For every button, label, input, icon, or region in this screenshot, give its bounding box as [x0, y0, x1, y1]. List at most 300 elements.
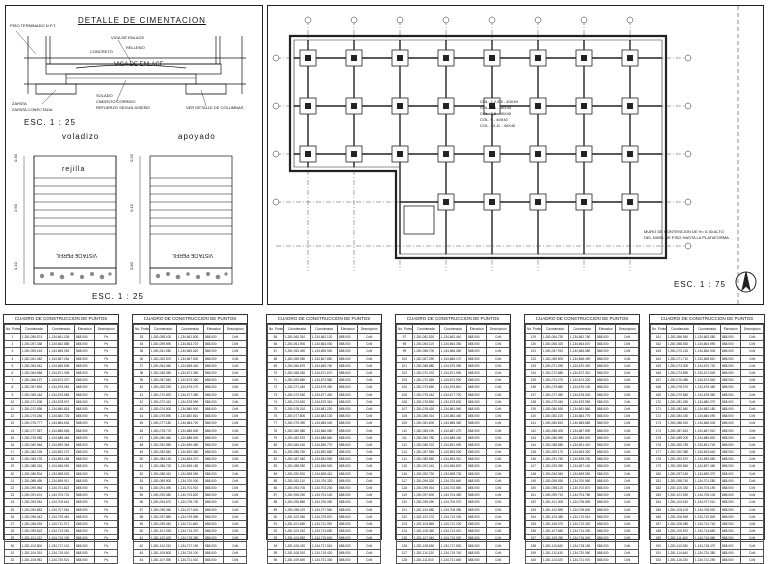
table-cell: 129	[526, 334, 542, 341]
table-cell: 14	[5, 427, 21, 434]
table-cell: 888.000	[467, 384, 487, 391]
table-cell: CxN	[358, 492, 381, 499]
table-cell: 1,281,097.150	[666, 470, 693, 477]
table-cell: 888.000	[721, 420, 741, 427]
table-cell: 888.000	[721, 441, 741, 448]
table-cell: Ps	[95, 377, 118, 384]
table-row	[651, 355, 764, 362]
table-row	[526, 398, 639, 405]
table-row	[268, 499, 381, 506]
table-row	[651, 484, 764, 491]
table-cell: 54	[134, 484, 150, 491]
table-cell: 888.000	[596, 470, 616, 477]
table-cell: 888.000	[596, 449, 616, 456]
table-cell: CxN	[487, 484, 510, 491]
table-cell: 888.000	[721, 384, 741, 391]
points-table	[649, 314, 765, 562]
table-cell: 1,134,671.670	[310, 369, 337, 376]
table-cell: 1,134,676.130	[568, 384, 595, 391]
table-cell: CxN	[358, 348, 381, 355]
table-cell: 888.000	[338, 499, 358, 506]
table-cell: 3	[5, 348, 21, 355]
table-cell: 91	[268, 520, 284, 527]
table-cell: 134	[526, 369, 542, 376]
table-cell: 888.000	[338, 377, 358, 384]
table-cell: 888.000	[596, 341, 616, 348]
table-cell: CxN	[487, 499, 510, 506]
table-cell: Ps	[95, 535, 118, 542]
table-cell: 121	[397, 506, 413, 513]
table-cell: 115	[397, 463, 413, 470]
table-cell: 1,134,662.120	[310, 334, 337, 341]
table-cell: CxN	[358, 434, 381, 441]
table-cell: 86	[268, 484, 284, 491]
table-header-cell: Descripcion	[95, 325, 118, 334]
table-cell: CxN	[358, 470, 381, 477]
table-cell: 1,281,085.750	[283, 449, 310, 456]
table-row	[526, 477, 639, 484]
table-row	[268, 334, 381, 341]
table-cell: 1,281,066.050	[149, 369, 176, 376]
sections-scale: ESC. 1 : 25	[92, 292, 144, 301]
table-cell: 183	[651, 492, 667, 499]
table-cell: CxN	[741, 492, 764, 499]
table-cell: 1,281,082.135	[20, 449, 47, 456]
table-cell: CxN	[487, 556, 510, 563]
table-cell: 888.000	[338, 398, 358, 405]
table-cell: 1,281,111.810	[412, 556, 439, 563]
table-cell: 155	[526, 520, 542, 527]
table-cell: 1,134,689.500	[568, 434, 595, 441]
table-row	[5, 434, 118, 441]
table-cell: 147	[526, 463, 542, 470]
table-cell: 165	[651, 362, 667, 369]
table-cell: CxN	[487, 369, 510, 376]
table-cell: 130	[526, 341, 542, 348]
table-cell: CxN	[358, 405, 381, 412]
table-cell: 1,134,673.900	[439, 377, 466, 384]
table-cell: 174	[651, 427, 667, 434]
apoyado-title: apoyado	[178, 132, 216, 141]
table-row	[134, 470, 247, 477]
table-cell: 96	[268, 556, 284, 563]
table-cell: Ps	[95, 449, 118, 456]
table-cell: 1,134,677.400	[310, 391, 337, 398]
table-cell: 52	[134, 470, 150, 477]
table-cell: 1,134,711.460	[176, 520, 203, 527]
table-cell: 888.000	[721, 355, 741, 362]
table-cell: CxN	[616, 499, 639, 506]
table-cell: CxN	[224, 492, 247, 499]
table-cell: 888.000	[467, 556, 487, 563]
table-cell: CxN	[616, 348, 639, 355]
table-cell: 1,281,102.620	[149, 535, 176, 542]
voladizo-title: voladizo	[62, 132, 100, 141]
table-cell: 888.000	[75, 434, 95, 441]
table-cell: CxN	[616, 362, 639, 369]
table-cell: 42	[134, 398, 150, 405]
table-cell: 1,281,066.137	[20, 377, 47, 384]
table-cell: CxN	[358, 341, 381, 348]
table-row	[134, 341, 247, 348]
table-row	[526, 513, 639, 520]
table-cell: 142	[526, 427, 542, 434]
table-cell: 119	[397, 492, 413, 499]
table-cell: 888.000	[721, 477, 741, 484]
table-cell: 1,134,681.540	[439, 405, 466, 412]
table-cell: 888.000	[596, 513, 616, 520]
table-cell: 98	[397, 341, 413, 348]
table-cell: 888.000	[596, 520, 616, 527]
table-cell: 75	[268, 405, 284, 412]
table-cell: 13	[5, 420, 21, 427]
table-cell: CxN	[616, 484, 639, 491]
table-row	[397, 377, 510, 384]
table-cell: 1,134,701.280	[693, 477, 720, 484]
table-cell: 1,281,099.623	[20, 528, 47, 535]
table-cell: 888.000	[596, 499, 616, 506]
table-cell: 1,134,720.921	[47, 556, 74, 563]
table-cell: CxN	[358, 556, 381, 563]
table-cell: 1,134,670.080	[439, 362, 466, 369]
table-cell: 57	[134, 506, 150, 513]
table-cell: 888.000	[338, 384, 358, 391]
table-row	[397, 456, 510, 463]
table-cell: 33	[134, 334, 150, 341]
points-table-title: CUADRO DE CONSTRUCCION DE PUNTOS	[267, 315, 381, 324]
table-cell: 1,134,667.530	[176, 355, 203, 362]
table-row	[134, 556, 247, 563]
table-cell: 888.000	[204, 334, 224, 341]
table-cell: 152	[526, 499, 542, 506]
table-cell: 1,281,094.853	[20, 506, 47, 513]
table-cell: 1,281,091.760	[541, 456, 568, 463]
table-cell: 888.000	[204, 434, 224, 441]
table-row	[134, 499, 247, 506]
dim-d4: 0.25	[128, 154, 134, 162]
table-row	[134, 334, 247, 341]
table-cell: CxN	[741, 513, 764, 520]
table-cell: 122	[397, 513, 413, 520]
table-row	[268, 427, 381, 434]
table-cell: 1,134,677.080	[176, 391, 203, 398]
table-cell: CxN	[358, 441, 381, 448]
table-cell: 156	[526, 528, 542, 535]
table-cell: CxN	[487, 341, 510, 348]
table-cell: CxN	[358, 369, 381, 376]
table-cell: 1,281,068.260	[283, 369, 310, 376]
table-cell: 1,134,678.040	[568, 391, 595, 398]
table-row	[526, 362, 639, 369]
table-cell: CxN	[224, 520, 247, 527]
table-cell: 67	[268, 348, 284, 355]
table-cell: 1,134,720.060	[568, 549, 595, 556]
table-row	[651, 377, 764, 384]
table-cell: 1,134,666.260	[439, 348, 466, 355]
table-cell: 1,134,675.490	[310, 384, 337, 391]
table-cell: 888.000	[75, 334, 95, 341]
table-cell: CxN	[741, 362, 764, 369]
table-cell: 80	[268, 441, 284, 448]
table-cell: 63	[134, 549, 150, 556]
table-cell: CxN	[358, 477, 381, 484]
table-cell: Ps	[95, 456, 118, 463]
table-cell: CxN	[487, 463, 510, 470]
table-row	[397, 341, 510, 348]
table-cell: 1,134,703.820	[176, 492, 203, 499]
table-cell: 20	[5, 470, 21, 477]
table-row	[5, 413, 118, 420]
table-cell: 1,281,079.040	[541, 398, 568, 405]
table-cell: 1,281,087.960	[412, 449, 439, 456]
points-table-title: CUADRO DE CONSTRUCCION DE PUNTOS	[4, 315, 118, 324]
table-cell: 1,281,086.990	[541, 434, 568, 441]
table-cell: 888.000	[75, 362, 95, 369]
table-cell: 1,134,686.545	[47, 427, 74, 434]
table-cell: CxN	[741, 355, 764, 362]
table-cell: 1,134,711.780	[310, 520, 337, 527]
table-cell: 1,281,079.390	[283, 420, 310, 427]
legend-line: COL. 4,6 - 40X40	[480, 105, 512, 110]
table-cell: 1,281,066.320	[541, 341, 568, 348]
table-cell: CxN	[741, 341, 764, 348]
table-row	[5, 348, 118, 355]
table-cell: 1,281,070.820	[149, 391, 176, 398]
table-cell: 158	[526, 542, 542, 549]
table-cell: 1,281,101.650	[283, 520, 310, 527]
table-cell: 1,281,090.520	[283, 470, 310, 477]
table-row	[268, 463, 381, 470]
table-cell: 1,281,075.590	[149, 413, 176, 420]
table-cell: CxN	[616, 341, 639, 348]
table-cell: 157	[526, 535, 542, 542]
table-cell: 1,134,714.650	[693, 528, 720, 535]
table-cell: 1,281,078.070	[666, 384, 693, 391]
table-cell: CxN	[358, 413, 381, 420]
dim-d1: 0.30	[12, 154, 18, 162]
table-cell: 8	[5, 384, 21, 391]
table-cell: CxN	[487, 405, 510, 412]
table-row	[526, 499, 639, 506]
table-cell: 127	[397, 549, 413, 556]
table-cell: 1,281,071.710	[666, 355, 693, 362]
table-row	[5, 449, 118, 456]
table-row	[134, 441, 247, 448]
table-cell: CxN	[741, 528, 764, 535]
table-row	[651, 441, 764, 448]
table-row	[268, 398, 381, 405]
table-cell: Ps	[95, 513, 118, 520]
table-cell: 1,134,719.420	[310, 549, 337, 556]
table-row	[526, 542, 639, 549]
table-row	[651, 334, 764, 341]
table-cell: 1,281,114.640	[666, 549, 693, 556]
table-cell: 1,134,721.970	[568, 556, 595, 563]
table-cell: 1,134,700.320	[310, 477, 337, 484]
table-cell: 160	[526, 556, 542, 563]
table-cell: 888.000	[204, 398, 224, 405]
table-cell: 1,134,681.220	[310, 405, 337, 412]
table-row	[526, 456, 639, 463]
table-cell: 888.000	[338, 513, 358, 520]
table-cell: 1,281,072.596	[20, 405, 47, 412]
table-cell: 1,281,072.060	[412, 377, 439, 384]
table-cell: 1,134,687.910	[693, 427, 720, 434]
table-cell: 1,281,078.420	[412, 405, 439, 412]
table-cell: CxN	[358, 398, 381, 405]
table-cell: 888.000	[204, 420, 224, 427]
table-cell: 888.000	[721, 449, 741, 456]
table-row	[134, 427, 247, 434]
table-cell: 1,281,070.120	[666, 348, 693, 355]
table-cell: 148	[526, 470, 542, 477]
table-cell: 888.000	[204, 369, 224, 376]
table-cell: 1,281,076.210	[283, 405, 310, 412]
table-row	[5, 456, 118, 463]
table-row	[268, 470, 381, 477]
legend-line: COL. 10,11 - 40X40	[480, 123, 516, 128]
table-cell: 888.000	[596, 492, 616, 499]
table-cell: 87	[268, 492, 284, 499]
table-cell: 888.000	[596, 556, 616, 563]
table-cell: 1,281,064.460	[149, 362, 176, 369]
table-header-cell: Coordenada	[568, 325, 595, 334]
table-cell: 191	[651, 549, 667, 556]
table-cell: 1,281,086.370	[412, 441, 439, 448]
table-cell: Ps	[95, 542, 118, 549]
table-cell: CxN	[741, 398, 764, 405]
foundation-detail-panel	[5, 5, 263, 305]
table-cell: 133	[526, 362, 542, 369]
rejilla-label: rejilla	[62, 166, 86, 173]
table-cell: 888.000	[721, 362, 741, 369]
table-cell: 1,281,078.955	[20, 434, 47, 441]
table-cell: 1,134,714.010	[439, 528, 466, 535]
table-cell: CxN	[616, 470, 639, 477]
table-row	[526, 420, 639, 427]
table-cell: 1,281,080.980	[283, 427, 310, 434]
table-cell: CxN	[741, 477, 764, 484]
table-cell: 82	[268, 456, 284, 463]
table-cell: 888.000	[338, 520, 358, 527]
table-cell: 1,134,682.726	[47, 413, 74, 420]
table-cell: 1,281,094.670	[149, 499, 176, 506]
table-row	[651, 456, 764, 463]
table-cell: CxN	[487, 420, 510, 427]
table-cell: CxN	[358, 463, 381, 470]
table-row	[268, 391, 381, 398]
table-cell: 1,134,686.950	[310, 427, 337, 434]
table-cell: 888.000	[596, 369, 616, 376]
table-cell: 182	[651, 484, 667, 491]
table-cell: 888.000	[204, 477, 224, 484]
table-cell: 1,134,719.010	[47, 549, 74, 556]
table-cell: 26	[5, 513, 21, 520]
table-cell: 1,281,067.892	[20, 384, 47, 391]
table-cell: 11	[5, 405, 21, 412]
table-cell: 1,134,679.630	[439, 398, 466, 405]
table-cell: 888.000	[721, 427, 741, 434]
table-header-cell: Coordenada	[47, 325, 74, 334]
table-cell: 1,134,707.960	[310, 506, 337, 513]
table-row	[651, 492, 764, 499]
table-cell: 1,134,662.760	[568, 334, 595, 341]
table-row	[134, 484, 247, 491]
table-cell: 888.000	[75, 456, 95, 463]
table-cell: 46	[134, 427, 150, 434]
table-cell: 1,134,712.740	[693, 520, 720, 527]
table-cell: CxN	[741, 556, 764, 563]
table-row	[397, 362, 510, 369]
table-cell: 1,281,092.730	[412, 470, 439, 477]
table-cell: 1,281,100.060	[283, 513, 310, 520]
table-cell: 1,281,090.790	[666, 441, 693, 448]
table-cell: 888.000	[721, 556, 741, 563]
table-row	[651, 362, 764, 369]
table-cell: 1,134,706.050	[310, 499, 337, 506]
table-cell: 888.000	[721, 499, 741, 506]
table-cell: 1,134,701.910	[176, 484, 203, 491]
table-cell: 76	[268, 413, 284, 420]
table-cell: 188	[651, 528, 667, 535]
points-table-title: CUADRO DE CONSTRUCCION DE PUNTOS	[650, 315, 764, 324]
table-cell: 1,281,092.380	[666, 449, 693, 456]
table-cell: 1,134,705.730	[176, 499, 203, 506]
table-row	[134, 520, 247, 527]
table-cell: 1,281,065.080	[283, 355, 310, 362]
table-cell: 1,134,704.460	[439, 492, 466, 499]
table-header-cell: Coordenada	[439, 325, 466, 334]
table-cell: 888.000	[721, 348, 741, 355]
table-cell: 888.000	[204, 449, 224, 456]
table-cell: CxN	[487, 492, 510, 499]
table-cell: 1,281,067.290	[412, 355, 439, 362]
table-cell: 888.000	[721, 513, 741, 520]
table-cell: 1,281,080.546	[20, 441, 47, 448]
table-cell: 888.000	[338, 535, 358, 542]
table-cell: 888.000	[467, 513, 487, 520]
table-cell: 55	[134, 492, 150, 499]
table-row	[5, 477, 118, 484]
table-cell: 1,281,109.250	[541, 535, 568, 542]
table-row	[5, 463, 118, 470]
table-cell: 146	[526, 456, 542, 463]
table-cell: 888.000	[721, 506, 741, 513]
table-header-cell: Elevacion	[467, 325, 487, 334]
table-cell: 888.000	[721, 492, 741, 499]
table-cell: CxN	[224, 513, 247, 520]
table-cell: 1,134,680.815	[47, 405, 74, 412]
table-cell: 1,134,676.984	[47, 391, 74, 398]
table-cell: Ps	[95, 520, 118, 527]
table-cell: 888.000	[721, 549, 741, 556]
table-row	[651, 391, 764, 398]
table-cell: 888.000	[75, 369, 95, 376]
table-cell: 888.000	[596, 456, 616, 463]
table-header-cell: Coordenada	[541, 325, 568, 334]
table-cell: 36	[134, 355, 150, 362]
table-row	[397, 405, 510, 412]
table-row	[134, 434, 247, 441]
table-cell: 1,134,662.440	[439, 334, 466, 341]
table-cell: 1,281,083.190	[412, 427, 439, 434]
table-cell: 150	[526, 484, 542, 491]
table-cell: 888.000	[467, 463, 487, 470]
table-cell: CxN	[741, 463, 764, 470]
table-cell: 74	[268, 398, 284, 405]
table-cell: 126	[397, 542, 413, 549]
table-cell: 1,281,109.870	[666, 528, 693, 535]
